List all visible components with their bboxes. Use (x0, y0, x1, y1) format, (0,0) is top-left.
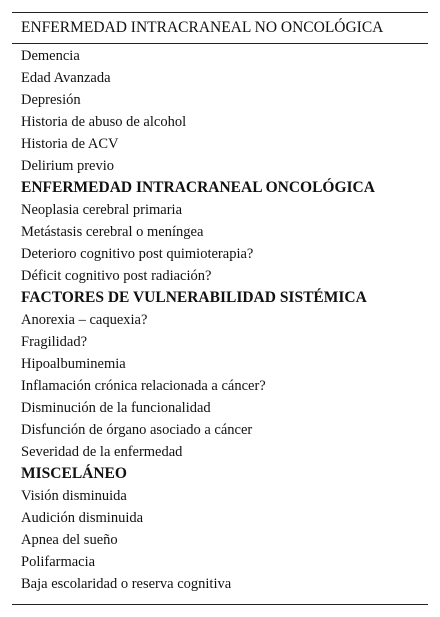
section-heading: FACTORES DE VULNERABILIDAD SISTÉMICA (21, 289, 367, 306)
table-row: Neoplasia cerebral primaria (21, 202, 183, 218)
table-row: Apnea del sueño (21, 532, 118, 548)
table-row: Historia de abuso de alcohol (21, 114, 187, 130)
table-row: Baja escolaridad o reserva cognitiva (21, 576, 232, 592)
table-row: Déficit cognitivo post radiación? (21, 268, 212, 284)
table-row: Demencia (21, 48, 80, 64)
table-row: Hipoalbuminemia (21, 356, 126, 372)
table-row: Historia de ACV (21, 136, 119, 152)
table-row: Audición disminuida (21, 510, 144, 526)
table-row: Delirium previo (21, 158, 115, 174)
section-heading: ENFERMEDAD INTRACRANEAL ONCOLÓGICA (21, 179, 375, 196)
table-row: Disminución de la funcionalidad (21, 400, 211, 416)
table-header: ENFERMEDAD INTRACRANEAL NO ONCOLÓGICA (12, 13, 428, 44)
table-body (12, 44, 428, 595)
table-row: Edad Avanzada (21, 70, 111, 86)
section-heading: MISCELÁNEO (21, 465, 127, 482)
table-row: Anorexia – caquexia? (21, 312, 148, 328)
table-row: Polifarmacia (21, 554, 96, 570)
table-row: Disfunción de órgano asociado a cáncer (21, 422, 253, 438)
table-row: Metástasis cerebral o meníngea (21, 224, 204, 240)
table-row: Deterioro cognitivo post quimioterapia? (21, 246, 254, 262)
table-row: Severidad de la enfermedad (21, 444, 183, 460)
table-row: Visión disminuida (21, 488, 127, 504)
table-row: Inflamación crónica relacionada a cáncer? (21, 378, 266, 394)
risk-factors-table (12, 12, 428, 605)
table-row: Depresión (21, 92, 81, 108)
table-row: Fragilidad? (21, 334, 88, 350)
